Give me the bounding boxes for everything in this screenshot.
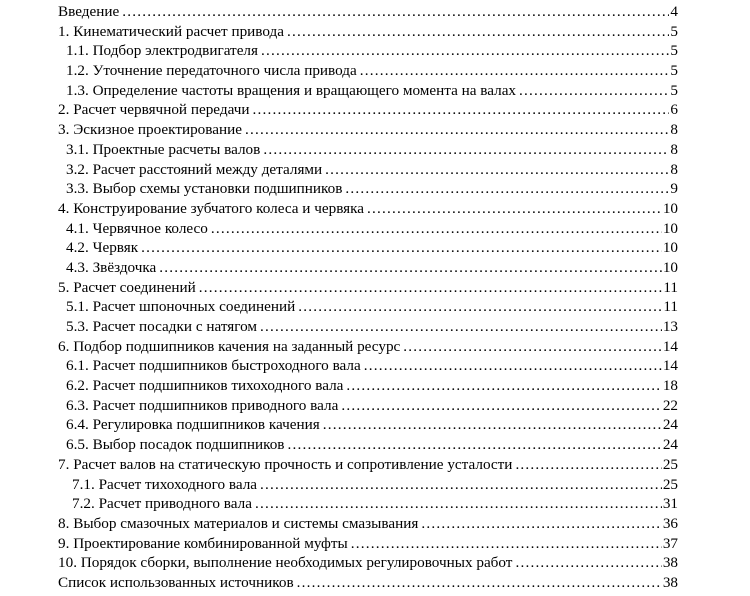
dot-leader bbox=[211, 219, 662, 239]
dot-leader bbox=[403, 337, 662, 357]
toc-row-section-3-2[interactable] bbox=[58, 160, 678, 180]
toc-page-number: 11 bbox=[663, 298, 678, 316]
toc-row-section-5-1[interactable] bbox=[58, 297, 678, 317]
dot-leader bbox=[263, 140, 669, 160]
dot-leader bbox=[364, 356, 662, 376]
toc-entry-title: 1. Кинематический расчет привода bbox=[58, 22, 284, 40]
toc-row-section-1-2[interactable] bbox=[58, 61, 678, 81]
dot-leader bbox=[255, 494, 662, 514]
toc-row-section-3-1[interactable] bbox=[58, 140, 678, 160]
dot-leader bbox=[367, 199, 662, 219]
toc-entry-title: 6.4. Регулировка подшипников качения bbox=[66, 416, 320, 434]
toc-entry-title: 6. Подбор подшипников качения на заданный ресурс bbox=[58, 337, 401, 355]
toc-row-section-1-1[interactable] bbox=[58, 41, 678, 61]
dot-leader bbox=[260, 317, 662, 337]
toc-row-introduction[interactable] bbox=[58, 2, 678, 22]
dot-leader bbox=[287, 435, 661, 455]
dot-leader bbox=[199, 278, 663, 298]
toc-entry-title: 10. Порядок сборки, выполнение необходимых регулировочных работ bbox=[58, 554, 513, 572]
toc-row-section-9[interactable] bbox=[58, 534, 678, 554]
toc-page-number: 5 bbox=[670, 22, 678, 40]
toc-entry-title: 7. Расчет валов на статическую прочность и сопротивление усталости bbox=[58, 455, 513, 473]
dot-leader bbox=[515, 455, 661, 475]
toc-entry-title: 7.1. Расчет тихоходного вала bbox=[72, 475, 258, 493]
dot-leader bbox=[261, 41, 669, 61]
toc-row-section-7[interactable] bbox=[58, 455, 678, 475]
toc-entry-title: 3.2. Расчет расстояний между деталями bbox=[66, 160, 323, 178]
toc-entry-title: 4.1. Червячное колесо bbox=[66, 219, 208, 237]
toc-entry-title: 3. Эскизное проектирование bbox=[58, 121, 242, 139]
table-of-contents bbox=[58, 2, 678, 593]
toc-page-number: 38 bbox=[662, 573, 678, 591]
dot-leader bbox=[515, 553, 661, 573]
dot-leader bbox=[297, 573, 662, 593]
toc-entry-title: Введение bbox=[58, 3, 120, 20]
toc-page-number: 8 bbox=[670, 140, 678, 158]
dot-leader bbox=[351, 534, 662, 554]
toc-entry-title: Список использованных источников bbox=[58, 573, 294, 591]
toc-page-number: 25 bbox=[662, 475, 678, 493]
dot-leader bbox=[245, 120, 669, 140]
toc-page-number: 24 bbox=[662, 436, 678, 454]
toc-row-references[interactable] bbox=[58, 573, 678, 593]
toc-page-number: 24 bbox=[662, 416, 678, 434]
toc-page-number: 5 bbox=[670, 42, 678, 60]
dot-leader bbox=[323, 415, 662, 435]
toc-entry-title: 3.3. Выбор схемы установки подшипников bbox=[66, 180, 343, 198]
dot-leader bbox=[141, 238, 662, 258]
dot-leader bbox=[260, 475, 662, 495]
toc-page-number: 18 bbox=[662, 377, 678, 395]
toc-page-number: 10 bbox=[662, 199, 678, 217]
toc-page-number: 22 bbox=[662, 396, 678, 414]
dot-leader bbox=[360, 61, 670, 81]
toc-page-number: 31 bbox=[662, 495, 678, 513]
toc-row-section-6-1[interactable] bbox=[58, 356, 678, 376]
toc-row-section-1-3[interactable] bbox=[58, 81, 678, 101]
toc-page-number: 6 bbox=[670, 101, 678, 119]
toc-entry-title: 6.3. Расчет подшипников приводного вала bbox=[66, 396, 339, 414]
toc-entry-title: 1.3. Определение частоты вращения и вращающего момента на валах bbox=[66, 81, 517, 99]
dot-leader bbox=[345, 179, 669, 199]
toc-row-section-4[interactable] bbox=[58, 199, 678, 219]
toc-page-number: 8 bbox=[670, 160, 678, 178]
toc-page-number: 25 bbox=[662, 455, 678, 473]
toc-row-section-2[interactable] bbox=[58, 100, 678, 120]
dot-leader bbox=[252, 100, 669, 120]
toc-row-section-5-3[interactable] bbox=[58, 317, 678, 337]
toc-entry-title: 5. Расчет соединений bbox=[58, 278, 196, 296]
toc-entry-title: 4.3. Звёздочка bbox=[66, 258, 157, 276]
dot-leader bbox=[325, 160, 669, 180]
toc-row-section-10[interactable] bbox=[58, 553, 678, 573]
toc-entry-title: 9. Проектирование комбинированной муфты bbox=[58, 534, 348, 552]
toc-row-section-4-2[interactable] bbox=[58, 238, 678, 258]
toc-page-number: 4 bbox=[670, 3, 678, 20]
dot-leader bbox=[159, 258, 662, 278]
toc-page-number: 11 bbox=[663, 278, 678, 296]
toc-row-section-4-1[interactable] bbox=[58, 219, 678, 239]
toc-row-section-6[interactable] bbox=[58, 337, 678, 357]
toc-entry-title: 4. Конструирование зубчатого колеса и червяка bbox=[58, 199, 365, 217]
toc-entry-title: 7.2. Расчет приводного вала bbox=[72, 495, 252, 513]
toc-row-section-6-2[interactable] bbox=[58, 376, 678, 396]
toc-row-section-4-3[interactable] bbox=[58, 258, 678, 278]
dot-leader bbox=[346, 376, 661, 396]
dot-leader bbox=[421, 514, 661, 534]
toc-entry-title: 1.1. Подбор электродвигателя bbox=[66, 42, 259, 60]
dot-leader bbox=[122, 2, 669, 22]
toc-entry-title: 2. Расчет червячной передачи bbox=[58, 101, 250, 119]
toc-row-section-3[interactable] bbox=[58, 120, 678, 140]
toc-page-number: 14 bbox=[662, 337, 678, 355]
toc-row-section-5[interactable] bbox=[58, 278, 678, 298]
dot-leader bbox=[341, 396, 661, 416]
dot-leader bbox=[298, 297, 662, 317]
toc-entry-title: 4.2. Червяк bbox=[66, 239, 139, 257]
toc-page-number: 9 bbox=[670, 180, 678, 198]
toc-page-number: 13 bbox=[662, 318, 678, 335]
toc-entry-title: 1.2. Уточнение передаточного числа привода bbox=[66, 62, 357, 80]
toc-row-section-7-1[interactable] bbox=[58, 475, 678, 495]
toc-row-section-6-4[interactable] bbox=[58, 415, 678, 435]
toc-row-section-7-2[interactable] bbox=[58, 494, 678, 514]
toc-row-section-8[interactable] bbox=[58, 514, 678, 534]
toc-entry-title: 6.2. Расчет подшипников тихоходного вала bbox=[66, 377, 344, 395]
toc-row-section-3-3[interactable] bbox=[58, 179, 678, 199]
toc-row-section-1[interactable] bbox=[58, 22, 678, 42]
toc-entry-title: 5.3. Расчет посадки с натягом bbox=[66, 318, 258, 335]
toc-page-number: 5 bbox=[670, 81, 678, 99]
toc-page-number: 10 bbox=[662, 239, 678, 257]
toc-row-section-6-3[interactable] bbox=[58, 396, 678, 416]
toc-page-number: 10 bbox=[662, 258, 678, 276]
toc-page-number: 10 bbox=[662, 219, 678, 237]
toc-entry-title: 6.5. Выбор посадок подшипников bbox=[66, 436, 285, 454]
toc-page-number: 37 bbox=[662, 534, 678, 552]
toc-entry-title: 3.1. Проектные расчеты валов bbox=[66, 140, 261, 158]
toc-entry-title: 6.1. Расчет подшипников быстроходного вала bbox=[66, 357, 361, 375]
toc-entry-title: 5.1. Расчет шпоночных соединений bbox=[66, 298, 296, 316]
toc-row-section-6-5[interactable] bbox=[58, 435, 678, 455]
toc-page-number: 36 bbox=[662, 514, 678, 532]
toc-page-number: 8 bbox=[670, 121, 678, 139]
toc-page-number: 38 bbox=[662, 554, 678, 572]
dot-leader bbox=[519, 81, 669, 101]
toc-entry-title: 8. Выбор смазочных материалов и системы смазывания bbox=[58, 514, 419, 532]
toc-page-number: 5 bbox=[670, 62, 678, 80]
dot-leader bbox=[287, 22, 669, 42]
toc-page-number: 14 bbox=[662, 357, 678, 375]
